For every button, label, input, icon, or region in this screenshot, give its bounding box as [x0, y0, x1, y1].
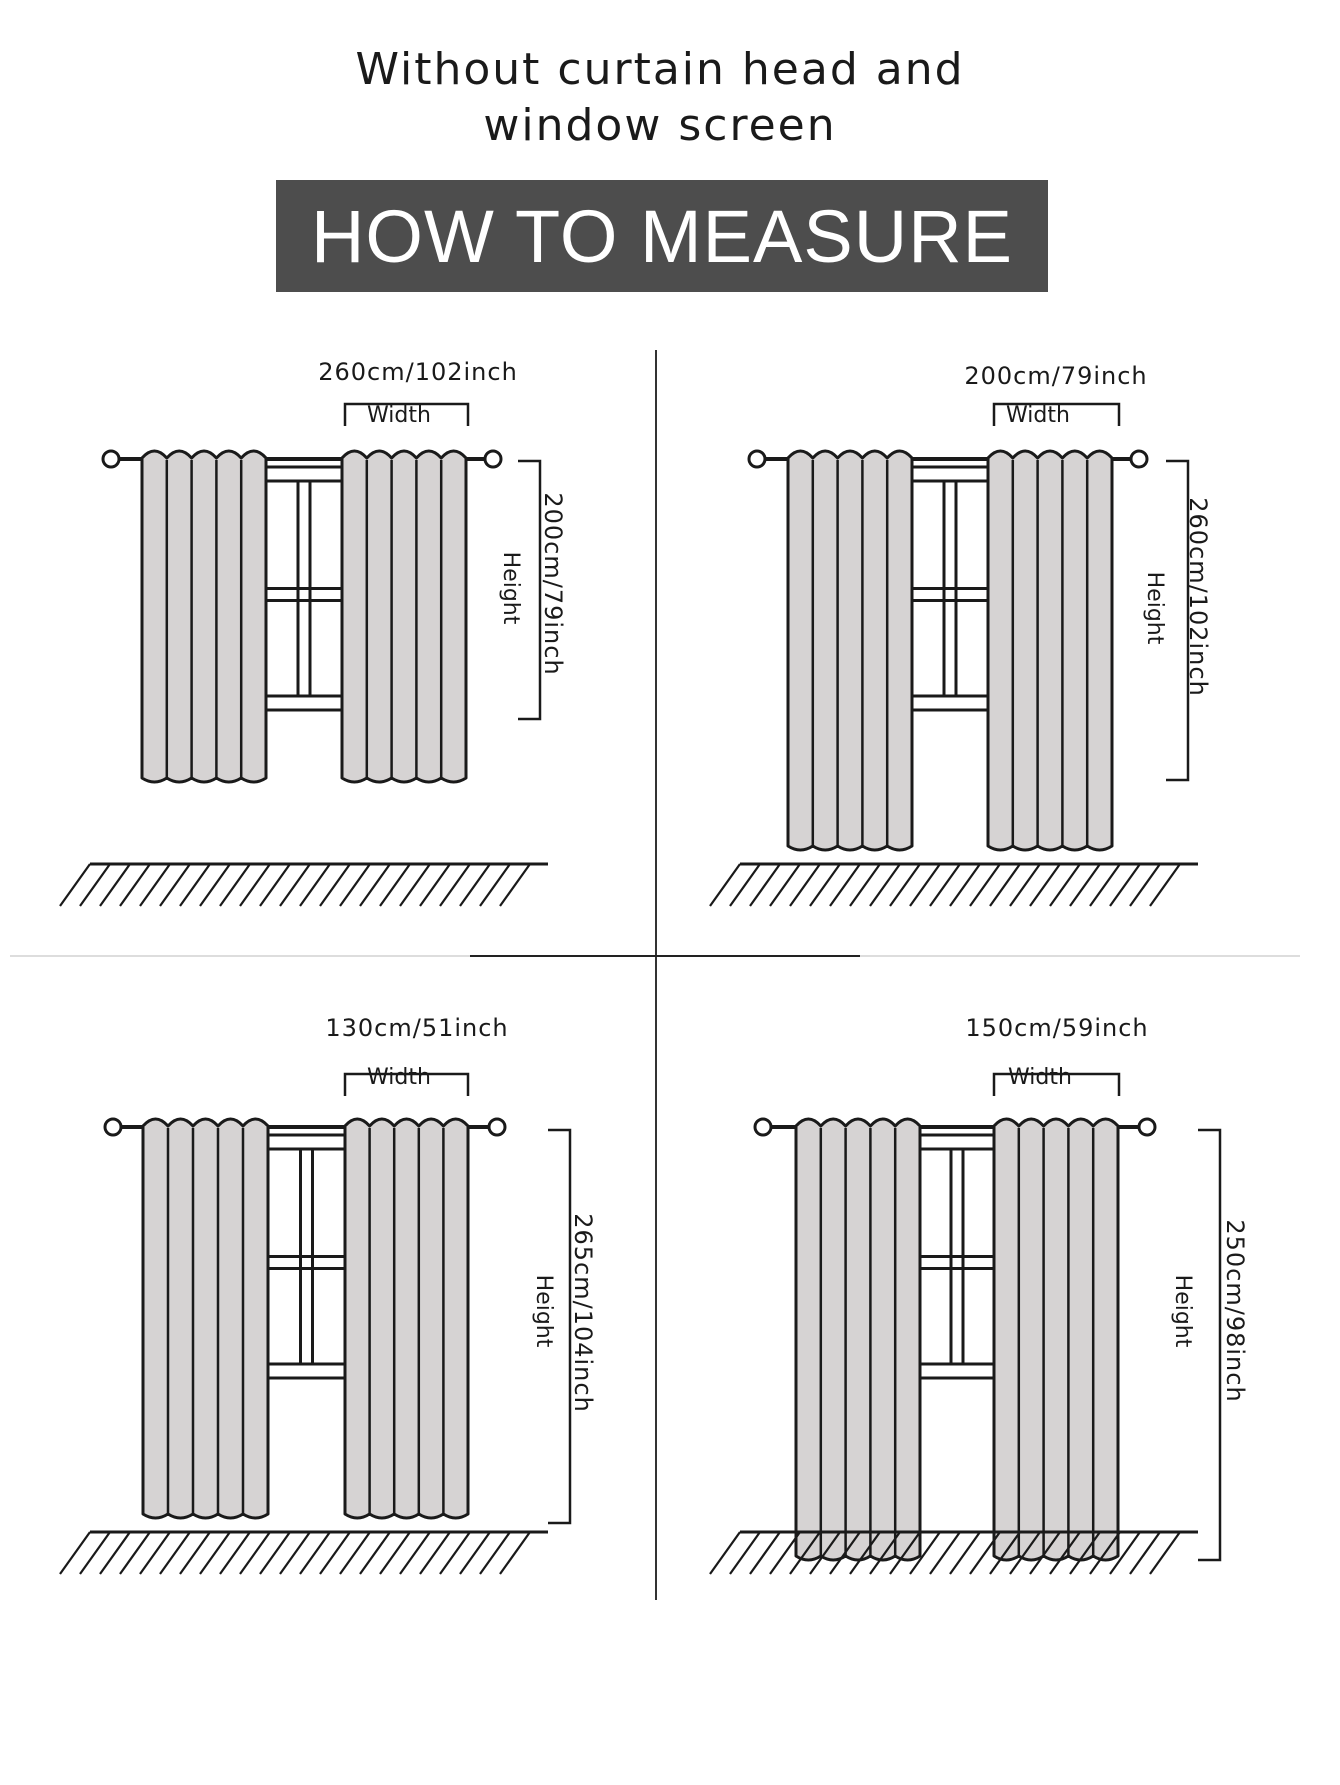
panel-3-width-label: Width [367, 1065, 431, 1090]
panel-1-width-label: Width [367, 403, 431, 428]
curtain-left [788, 451, 912, 850]
panel-2-height-value: 260cm/102inch [1184, 497, 1212, 697]
curtain-right [994, 1119, 1118, 1560]
rod-finial-left [749, 451, 765, 467]
panel-4-height-label: Height [1170, 1274, 1195, 1348]
curtain-panel-3 [60, 1074, 570, 1574]
rod-finial-right [1139, 1119, 1155, 1135]
rod-finial-right [1131, 451, 1147, 467]
subtitle-line-2: window screen [483, 100, 837, 151]
panel-3-height-label: Height [531, 1274, 556, 1348]
height-bracket [1198, 1130, 1220, 1560]
curtain-right [988, 451, 1112, 850]
panel-3-width-value: 130cm/51inch [325, 1014, 509, 1042]
curtain-panel-1 [60, 404, 548, 906]
rod-finial-left [105, 1119, 121, 1135]
panel-1-height-label: Height [498, 551, 523, 625]
curtain-right [345, 1119, 468, 1518]
panel-2-width-label: Width [1006, 403, 1070, 428]
curtain-left [142, 451, 266, 782]
panel-4-width-label: Width [1008, 1065, 1072, 1090]
panel-1-height-value: 200cm/79inch [539, 492, 567, 676]
subtitle-line-1: Without curtain head and [355, 44, 965, 95]
panel-2-height-label: Height [1142, 571, 1167, 645]
curtain-panel-4 [710, 1074, 1220, 1574]
panel-4-height-value: 250cm/98inch [1221, 1219, 1249, 1403]
curtain-panel-2 [710, 404, 1198, 906]
rod-finial-left [103, 451, 119, 467]
panel-2-width-value: 200cm/79inch [964, 362, 1148, 390]
curtain-right [342, 451, 466, 782]
rod-finial-left [755, 1119, 771, 1135]
curtain-left [796, 1119, 920, 1560]
rod-finial-right [489, 1119, 505, 1135]
curtain-left [143, 1119, 268, 1518]
panel-1-width-value: 260cm/102inch [318, 358, 518, 386]
rod-finial-right [485, 451, 501, 467]
how-to-measure-banner: HOW TO MEASURE [276, 180, 1048, 292]
panel-3-height-value: 265cm/104inch [569, 1213, 597, 1413]
panel-4-width-value: 150cm/59inch [965, 1014, 1149, 1042]
